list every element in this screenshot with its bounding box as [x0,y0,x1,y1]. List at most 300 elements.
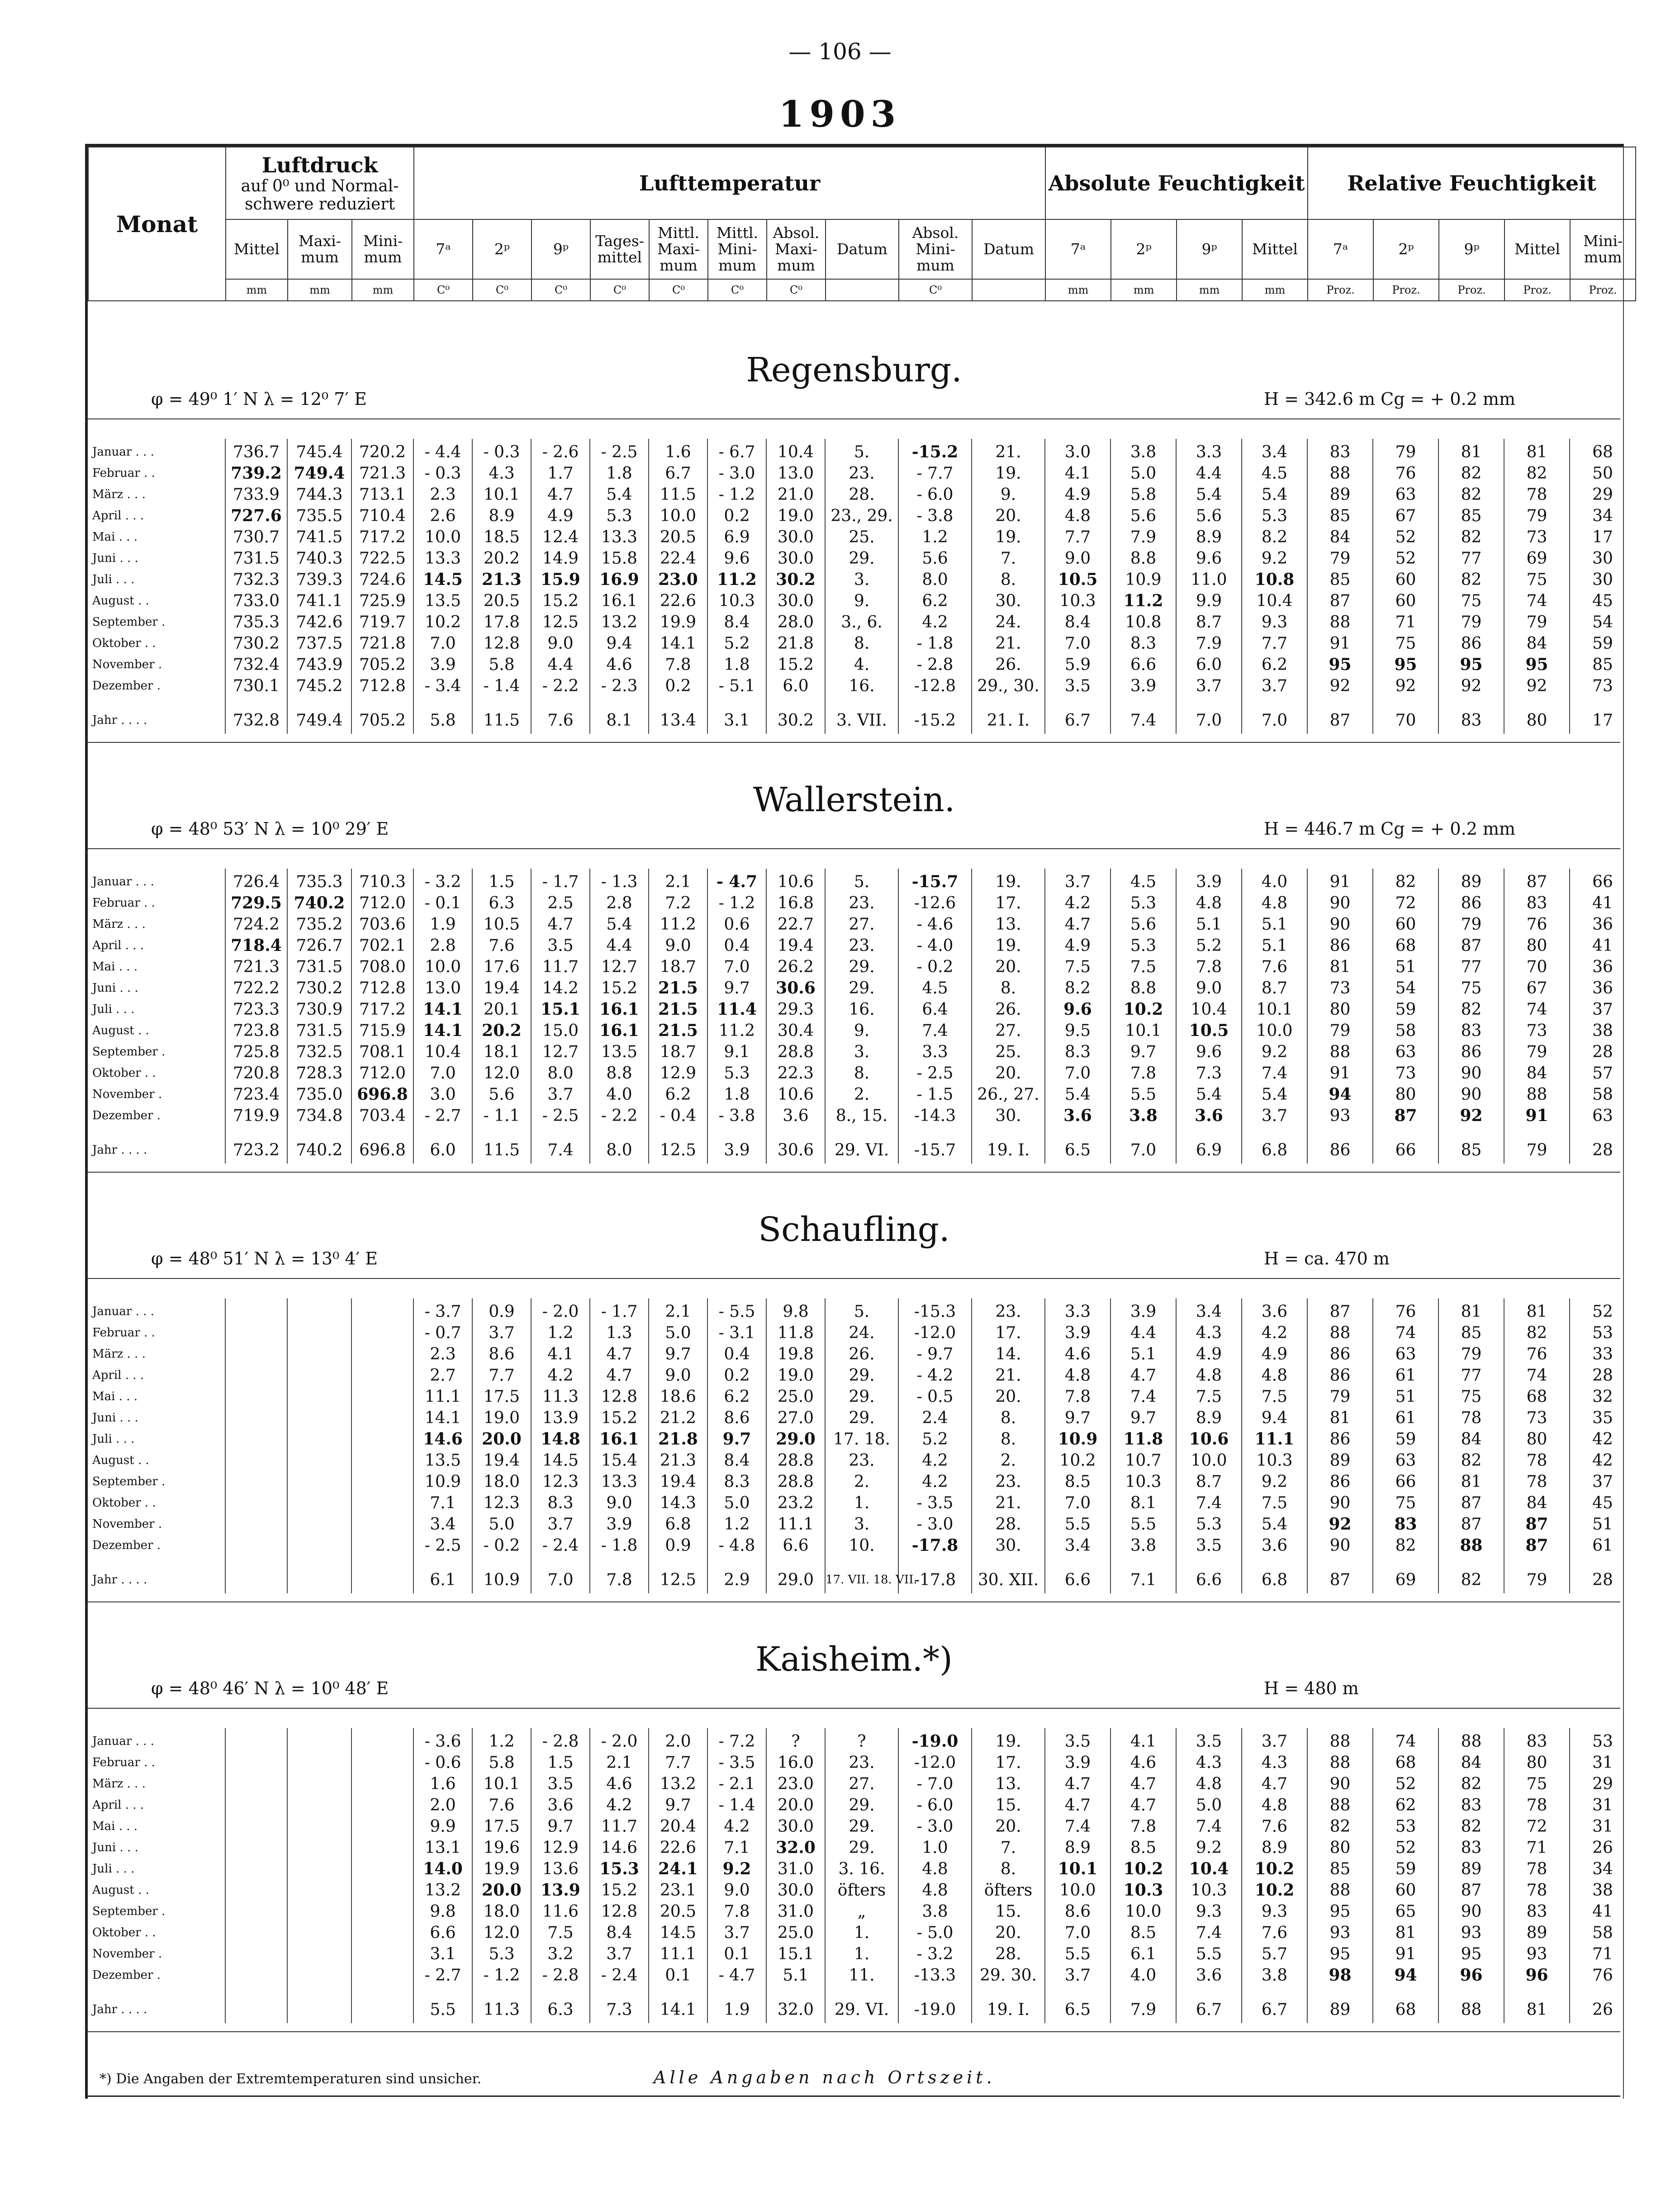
month-label: November . [92,1088,162,1101]
station-top-rule [88,1278,1620,1279]
table-cell: 30.2 [766,569,825,590]
table-cell: 4.8 [1045,505,1111,527]
table-cell: 76 [1504,1344,1570,1365]
table-cell: - 3.2 [413,869,472,893]
table-row [88,1858,1635,1880]
table-cell [351,1752,413,1773]
header-unit-7: C⁰ [649,279,708,301]
table-cell: 7.2 [649,893,707,914]
station-elevation: H = 342.6 m Cg = + 0.2 mm [1264,389,1516,409]
table-cell: 1.8 [707,1084,766,1105]
table-cell: 88 [1307,1041,1373,1063]
table-cell [351,1344,413,1365]
table-cell: 63 [1373,1041,1438,1063]
table-cell: 730.9 [287,999,351,1020]
table-cell: 9.0 [1045,548,1111,569]
month-label: September . [92,1475,166,1488]
table-cell: -12.8 [898,675,972,697]
table-cell: 28.8 [766,1041,825,1063]
table-row [88,612,1635,633]
table-cell: 81 [1504,1298,1570,1322]
table-cell: 1.5 [531,1752,590,1773]
table-cell: 8.8 [1111,548,1176,569]
table-cell: 5.8 [413,697,472,734]
table-cell: 9.7 [1045,1407,1111,1429]
table-cell: 733.9 [225,484,287,505]
table-cell: 749.4 [287,697,351,734]
table-cell: 726.4 [225,869,287,893]
table-cell: 9.7 [707,1429,766,1450]
header-lufttemperatur: Lufttemperatur [414,147,1045,219]
table-cell: 7.5 [1045,956,1111,978]
header-col-12: Datum [972,219,1045,279]
table-cell: 12.7 [531,1041,590,1063]
table-cell [287,1858,351,1880]
table-cell: 45 [1570,1492,1635,1514]
table-cell: -15.7 [898,1126,972,1164]
table-cell: 5.1 [1242,935,1307,956]
table-cell: 11.1 [649,1943,707,1965]
table-cell: 730.2 [287,978,351,999]
table-cell: 38 [1570,1020,1635,1041]
header-unit-1: mm [288,279,352,301]
table-cell: 14.1 [649,1986,707,2023]
station-coordinates: φ = 49⁰ 1′ N λ = 12⁰ 7′ E [151,389,367,409]
table-cell: 3.9 [1111,1298,1176,1322]
table-cell: 10.2 [1045,1450,1111,1471]
table-cell: 7.0 [1176,697,1242,734]
table-cell: 68 [1570,439,1635,463]
table-row [88,1298,1635,1322]
table-cell: 5.0 [707,1492,766,1514]
table-cell: - 3.5 [898,1492,972,1514]
table-cell: 16.9 [590,569,649,590]
table-cell: 720.2 [351,439,413,463]
table-row [88,590,1635,612]
column-header [88,147,1636,301]
table-cell: 31.0 [766,1858,825,1880]
table-cell: -15.7 [898,869,972,893]
table-cell: 15. [972,1901,1045,1922]
table-bottom-rule [85,2095,1620,2097]
table-cell: 26. [825,1344,898,1365]
table-cell: 724.6 [351,569,413,590]
table-cell: 54 [1373,978,1438,999]
table-cell: 13.5 [413,590,472,612]
table-cell [351,1322,413,1344]
table-cell: 5.4 [1242,1514,1307,1535]
table-cell: 9.2 [707,1858,766,1880]
table-cell: 85 [1438,1322,1504,1344]
table-cell: 22.6 [649,1837,707,1858]
table-cell: 12.5 [649,1556,707,1593]
table-cell: öfters [972,1880,1045,1901]
table-cell [225,1344,287,1365]
table-cell [287,1728,351,1752]
table-cell: 79 [1504,1041,1570,1063]
table-cell: 16. [825,999,898,1020]
table-cell: 726.7 [287,935,351,956]
table-cell: 29. [825,548,898,569]
table-cell: 95 [1438,1943,1504,1965]
table-cell: 13.2 [413,1880,472,1901]
table-cell: 10.4 [766,439,825,463]
table-cell: 75 [1373,1492,1438,1514]
table-cell: 20. [972,505,1045,527]
table-row [88,654,1635,675]
table-cell: 30.0 [766,527,825,548]
table-cell: 20.4 [649,1816,707,1837]
table-cell: 1.6 [649,439,707,463]
table-cell: 92 [1307,1514,1373,1535]
table-cell: 8. [972,1407,1045,1429]
table-cell: 7.8 [1111,1816,1176,1837]
table-cell: - 0.1 [413,893,472,914]
table-cell: 5.1 [766,1965,825,1986]
table-cell: 11.5 [472,1126,531,1164]
table-cell: 5.3 [1242,505,1307,527]
table-cell: 7.4 [1111,697,1176,734]
table-cell: 3. [825,1514,898,1535]
table-cell: 3.1 [707,697,766,734]
table-cell: 20.2 [472,1020,531,1041]
table-cell: 3.3 [1176,439,1242,463]
table-cell: 4.7 [1111,1365,1176,1386]
table-cell [287,1752,351,1773]
table-cell: 19.9 [472,1858,531,1880]
table-row [88,1965,1635,1986]
table-cell: 73 [1570,675,1635,697]
table-cell: 11.7 [531,956,590,978]
table-cell: 7.0 [413,633,472,654]
table-cell: - 2.2 [590,1105,649,1126]
table-cell: 15.1 [766,1943,825,1965]
table-cell: 7.1 [1111,1556,1176,1593]
table-cell: 52 [1570,1298,1635,1322]
table-cell: 60 [1373,1880,1438,1901]
table-cell: 6.7 [649,463,707,484]
table-cell: - 2.8 [898,654,972,675]
table-cell: 14.8 [531,1429,590,1450]
station-coordinates: φ = 48⁰ 46′ N λ = 10⁰ 48′ E [151,1678,389,1698]
table-cell: 5.0 [1111,463,1176,484]
table-cell [225,1986,287,2023]
table-cell: 91 [1307,1063,1373,1084]
table-cell: 7.5 [531,1922,590,1943]
table-cell: 10.1 [1242,999,1307,1020]
table-cell: 83 [1307,439,1373,463]
table-cell: - 3.0 [898,1816,972,1837]
table-cell: 82 [1373,1535,1438,1556]
table-cell: 12.9 [531,1837,590,1858]
table-cell: 23. [825,1752,898,1773]
table-cell: 12.7 [590,956,649,978]
table-cell: 4.8 [1045,1365,1111,1386]
table-cell: 9.6 [707,548,766,569]
table-cell: 7.8 [649,654,707,675]
table-cell: 90 [1307,1773,1373,1795]
table-cell: 92 [1307,675,1373,697]
table-cell: 721.8 [351,633,413,654]
table-cell: 73 [1307,978,1373,999]
table-cell: 2.9 [707,1556,766,1593]
table-cell: 705.2 [351,697,413,734]
table-cell: 27. [825,914,898,935]
table-cell: 731.5 [287,956,351,978]
table-cell: 36 [1570,978,1635,999]
table-cell: - 0.2 [472,1535,531,1556]
table-cell: 30.2 [766,697,825,734]
table-cell: 720.8 [225,1063,287,1084]
table-cell: 67 [1373,505,1438,527]
table-cell: 744.3 [287,484,351,505]
table-cell: 21. [972,439,1045,463]
station-top-rule [88,418,1620,419]
table-cell: 65 [1373,1901,1438,1922]
header-col-5: 9ᵖ [532,219,590,279]
table-cell: 89 [1438,1858,1504,1880]
table-row-jahr [88,1986,1635,2023]
table-cell: 4.5 [1111,869,1176,893]
table-cell: 91 [1373,1943,1438,1965]
table-cell: 734.8 [287,1105,351,1126]
month-label: August . . [92,594,149,608]
table-cell: 0.2 [707,505,766,527]
month-label: Dezember . [92,1109,161,1122]
month-label: Januar . . . [92,875,154,889]
table-cell: 1.6 [413,1773,472,1795]
table-cell: 5.3 [472,1943,531,1965]
table-cell: 2.0 [413,1795,472,1816]
table-cell: 22.6 [649,590,707,612]
table-cell: 12.8 [472,633,531,654]
table-cell: -14.3 [898,1105,972,1126]
table-cell: 4.7 [1111,1795,1176,1816]
month-label: März . . . [92,1777,146,1791]
table-cell: 74 [1504,999,1570,1020]
header-luftdruck: Luftdruck auf 0⁰ und Normal-schwere reduziert [226,147,414,219]
table-cell: 10.3 [1176,1880,1242,1901]
table-cell: 20.0 [766,1795,825,1816]
table-cell: 91 [1504,1105,1570,1126]
table-cell: 4.4 [1176,463,1242,484]
table-cell: 19.4 [472,1450,531,1471]
station-bottom-rule [88,2031,1620,2032]
table-cell: 10.0 [1111,1901,1176,1922]
table-cell: 9.0 [649,1365,707,1386]
table-cell: 17. [972,1752,1045,1773]
month-label: März . . . [92,917,146,931]
table-cell: 17.6 [472,956,531,978]
header-unit-16: mm [1242,279,1308,301]
table-cell: 30.6 [766,978,825,999]
table-cell: 16.8 [766,893,825,914]
table-cell: 13.3 [590,1471,649,1492]
table-cell: 4.5 [898,978,972,999]
month-label: Jahr . . . . [92,1143,147,1157]
table-cell: 4.9 [1176,1344,1242,1365]
table-cell: 83 [1504,1728,1570,1752]
table-cell: 14.5 [649,1922,707,1943]
header-col-18: 2ᵖ [1373,219,1439,279]
table-cell: 80 [1504,697,1570,734]
table-cell: 5.1 [1111,1344,1176,1365]
table-cell: 25. [825,527,898,548]
table-cell: 708.1 [351,1041,413,1063]
table-cell: 8.4 [707,612,766,633]
table-cell: 710.4 [351,505,413,527]
table-cell: 6.6 [766,1535,825,1556]
table-cell: 735.2 [287,914,351,935]
table-cell: 10.1 [472,1773,531,1795]
table-cell: - 1.7 [531,869,590,893]
table-cell: 8., 15. [825,1105,898,1126]
table-cell: 10.9 [413,1471,472,1492]
table-cell: 4.7 [1045,914,1111,935]
table-cell: 5.8 [472,654,531,675]
table-cell: 7.4 [1045,1816,1111,1837]
table-cell: - 1.2 [707,893,766,914]
table-cell [287,1471,351,1492]
table-cell: 82 [1438,1816,1504,1837]
table-cell: 10.0 [1176,1450,1242,1471]
table-cell [287,1556,351,1593]
table-cell: 9.0 [531,633,590,654]
table-cell: 19.0 [766,1365,825,1386]
table-cell: 703.6 [351,914,413,935]
table-cell: 10.3 [1111,1880,1176,1901]
table-cell: 29. [825,1795,898,1816]
month-label: November . [92,658,162,671]
station-elevation: H = 480 m [1264,1678,1359,1698]
table-cell: 749.4 [287,463,351,484]
table-cell: - 5.0 [898,1922,972,1943]
table-cell: -12.0 [898,1322,972,1344]
table-cell: 52 [1373,1773,1438,1795]
table-cell: 725.8 [225,1041,287,1063]
table-cell: 18.7 [649,956,707,978]
table-cell: 9.5 [1045,1020,1111,1041]
table-cell: 740.3 [287,548,351,569]
table-cell: 76 [1373,463,1438,484]
table-row [88,1492,1635,1514]
table-cell: 80 [1504,935,1570,956]
table-cell: 6.2 [898,590,972,612]
table-cell: - 2.7 [413,1965,472,1986]
table-cell: - 1.1 [472,1105,531,1126]
header-unit-21: Proz. [1570,279,1636,301]
table-cell: 11.3 [472,1986,531,2023]
table-cell: 82 [1504,463,1570,484]
header-col-11: Absol. Mini-mum [899,219,972,279]
header-unit-14: mm [1111,279,1177,301]
table-cell: 20. [972,1386,1045,1407]
station-top-rule [88,1708,1620,1709]
table-cell [351,1901,413,1922]
table-cell: 36 [1570,914,1635,935]
table-cell: 5.5 [1045,1943,1111,1965]
table-cell: 8.0 [898,569,972,590]
table-cell: 10.6 [766,869,825,893]
month-label: November . [92,1517,162,1531]
table-cell: 6.2 [649,1084,707,1105]
table-cell: 8.9 [1045,1837,1111,1858]
table-cell: 91 [1307,633,1373,654]
table-cell: 95 [1307,654,1373,675]
table-cell: 78 [1504,1858,1570,1880]
table-cell: 4.1 [531,1344,590,1365]
table-cell: 723.3 [225,999,287,1020]
table-cell: - 3.8 [707,1105,766,1126]
month-label: Oktober . . [92,637,156,650]
table-cell: 5.4 [1045,1084,1111,1105]
table-cell: 2.1 [649,869,707,893]
table-cell: 19.6 [472,1837,531,1858]
table-cell: 730.2 [225,633,287,654]
table-cell: 4.4 [590,935,649,956]
header-unit-10 [826,279,899,301]
table-cell: 7.4 [1176,1492,1242,1514]
table-cell: 88 [1504,1084,1570,1105]
table-row [88,1429,1635,1450]
table-cell: 93 [1438,1922,1504,1943]
table-cell: 12.0 [472,1063,531,1084]
table-cell [351,1514,413,1535]
table-cell: 30.0 [766,1816,825,1837]
table-cell: 11.6 [531,1901,590,1922]
table-cell: 32 [1570,1386,1635,1407]
table-cell: - 0.6 [413,1752,472,1773]
table-cell: 86 [1307,1471,1373,1492]
table-cell: 7.4 [1111,1386,1176,1407]
month-label: März . . . [92,488,146,501]
table-cell: 10.4 [1242,590,1307,612]
table-cell: 30.0 [766,1880,825,1901]
table-cell: 13.0 [766,463,825,484]
table-cell: 739.3 [287,569,351,590]
table-cell: 6.3 [531,1986,590,2023]
table-cell: -19.0 [898,1728,972,1752]
table-cell: 2.5 [531,893,590,914]
table-cell: 4.0 [1111,1965,1176,1986]
footnote-ortszeit: Alle Angaben nach Ortszeit. [654,2067,996,2087]
table-cell: 724.2 [225,914,287,935]
table-row [88,1514,1635,1535]
table-cell: 8.9 [472,505,531,527]
table-cell: 11.3 [531,1386,590,1407]
table-cell: 37 [1570,999,1635,1020]
table-cell: 53 [1570,1322,1635,1344]
table-cell: 95 [1307,1901,1373,1922]
table-cell: - 1.4 [707,1795,766,1816]
table-cell: 23. [825,463,898,484]
table-cell: 58 [1373,1020,1438,1041]
header-col-4: 2ᵖ [473,219,532,279]
table-cell: 30. XII. [972,1556,1045,1593]
table-cell: 19.9 [649,612,707,633]
table-cell: 21. [972,633,1045,654]
table-cell: 4.8 [1242,893,1307,914]
station-table [88,439,1635,734]
table-cell [225,1365,287,1386]
table-cell: 5.2 [898,1429,972,1450]
table-cell: 53 [1570,1728,1635,1752]
table-cell: 3.7 [1242,675,1307,697]
table-cell: 1.8 [707,654,766,675]
table-cell: - 2.5 [531,1105,590,1126]
table-cell: 29. [825,1816,898,1837]
table-cell: 723.8 [225,1020,287,1041]
